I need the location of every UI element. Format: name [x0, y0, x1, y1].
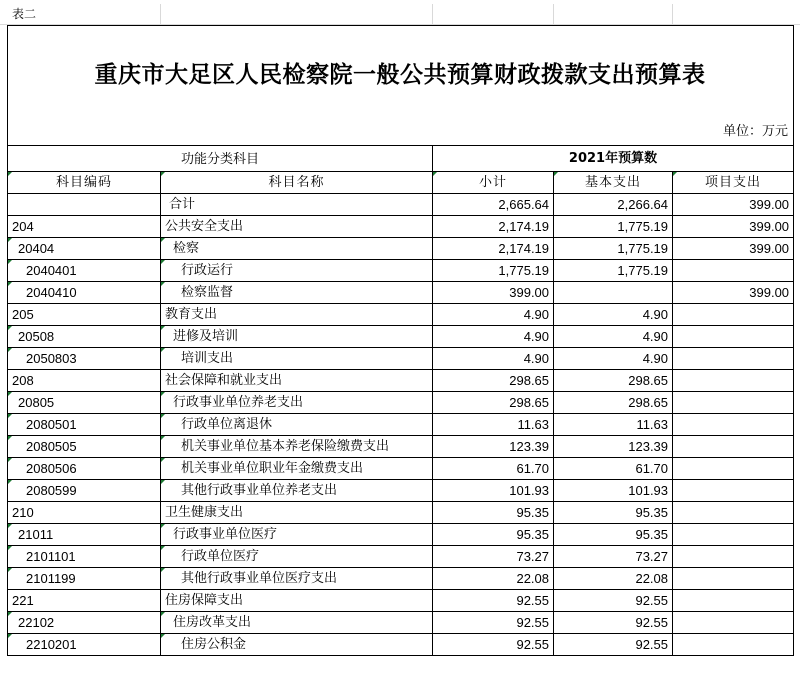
row-subtotal: 123.39	[433, 436, 554, 458]
row-project	[673, 458, 794, 480]
table-row	[8, 216, 794, 238]
row-name: 其他行政事业单位养老支出	[161, 480, 433, 502]
table-row	[8, 568, 794, 590]
sheet-gridline	[160, 4, 161, 26]
column-header-name: 科目名称	[161, 172, 433, 194]
row-project: 399.00	[673, 216, 794, 238]
row-name: 其他行政事业单位医疗支出	[161, 568, 433, 590]
row-project	[673, 392, 794, 414]
sheet-tab-label: 表二	[12, 7, 37, 21]
row-name: 行政事业单位养老支出	[161, 392, 433, 414]
table-row	[8, 414, 794, 436]
row-code: 208	[8, 370, 161, 392]
row-subtotal: 11.63	[433, 414, 554, 436]
row-subtotal: 61.70	[433, 458, 554, 480]
row-name: 检察	[161, 238, 433, 260]
row-code: 22102	[8, 612, 161, 634]
row-basic	[554, 282, 673, 304]
row-project	[673, 480, 794, 502]
row-code: 2080501	[8, 414, 161, 436]
row-project	[673, 634, 794, 656]
table-row	[8, 370, 794, 392]
row-project	[673, 260, 794, 282]
row-project	[673, 568, 794, 590]
row-project: 399.00	[673, 282, 794, 304]
row-project	[673, 348, 794, 370]
row-basic: 123.39	[554, 436, 673, 458]
row-basic: 73.27	[554, 546, 673, 568]
table-row	[8, 546, 794, 568]
row-basic: 1,775.19	[554, 238, 673, 260]
table-row	[8, 304, 794, 326]
row-basic: 92.55	[554, 590, 673, 612]
table-row	[8, 634, 794, 656]
table-row	[8, 502, 794, 524]
row-code: 210	[8, 502, 161, 524]
row-name: 行政单位离退休	[161, 414, 433, 436]
row-code: 20508	[8, 326, 161, 348]
row-project	[673, 612, 794, 634]
row-code: 2101101	[8, 546, 161, 568]
table-row	[8, 612, 794, 634]
row-name: 教育支出	[161, 304, 433, 326]
row-project: 399.00	[673, 238, 794, 260]
row-subtotal: 73.27	[433, 546, 554, 568]
sheet-gridline	[553, 4, 554, 26]
header-row-group	[8, 146, 794, 172]
row-name: 住房公积金	[161, 634, 433, 656]
row-basic: 95.35	[554, 502, 673, 524]
table-row	[8, 458, 794, 480]
row-name: 培训支出	[161, 348, 433, 370]
row-basic: 4.90	[554, 348, 673, 370]
row-name: 机关事业单位职业年金缴费支出	[161, 458, 433, 480]
row-subtotal: 2,174.19	[433, 238, 554, 260]
row-code: 204	[8, 216, 161, 238]
row-code: 21011	[8, 524, 161, 546]
row-basic: 4.90	[554, 326, 673, 348]
row-code: 20805	[8, 392, 161, 414]
row-subtotal: 2,665.64	[433, 194, 554, 216]
row-name: 行政运行	[161, 260, 433, 282]
row-basic: 1,775.19	[554, 216, 673, 238]
row-subtotal: 95.35	[433, 524, 554, 546]
page-title: 重庆市大足区人民检察院一般公共预算财政拨款支出预算表	[94, 62, 706, 88]
row-project	[673, 502, 794, 524]
table-row	[8, 238, 794, 260]
row-project	[673, 304, 794, 326]
row-basic: 1,775.19	[554, 260, 673, 282]
row-basic: 298.65	[554, 392, 673, 414]
row-subtotal: 4.90	[433, 348, 554, 370]
row-basic: 92.55	[554, 612, 673, 634]
row-basic: 95.35	[554, 524, 673, 546]
row-subtotal: 2,174.19	[433, 216, 554, 238]
row-code: 2080505	[8, 436, 161, 458]
table-row	[8, 260, 794, 282]
row-name: 住房改革支出	[161, 612, 433, 634]
row-basic: 4.90	[554, 304, 673, 326]
row-subtotal: 298.65	[433, 370, 554, 392]
row-basic: 2,266.64	[554, 194, 673, 216]
row-subtotal: 92.55	[433, 590, 554, 612]
table-row	[8, 590, 794, 612]
row-name: 合计	[161, 194, 433, 216]
row-project	[673, 436, 794, 458]
row-basic: 298.65	[554, 370, 673, 392]
row-name: 住房保障支出	[161, 590, 433, 612]
sheet-gridline	[432, 4, 433, 26]
column-header-code: 科目编码	[8, 172, 161, 194]
table-row	[8, 348, 794, 370]
row-name: 机关事业单位基本养老保险缴费支出	[161, 436, 433, 458]
row-basic: 22.08	[554, 568, 673, 590]
row-project	[673, 546, 794, 568]
row-basic: 11.63	[554, 414, 673, 436]
row-code: 2080506	[8, 458, 161, 480]
column-header-project: 项目支出	[673, 172, 794, 194]
row-code: 2101199	[8, 568, 161, 590]
column-header-basic: 基本支出	[554, 172, 673, 194]
row-name: 检察监督	[161, 282, 433, 304]
header-row-columns	[8, 172, 794, 194]
row-project	[673, 414, 794, 436]
row-name: 卫生健康支出	[161, 502, 433, 524]
row-subtotal: 92.55	[433, 612, 554, 634]
row-code	[8, 194, 161, 216]
budget-group-header: 2021年预算数	[433, 146, 794, 172]
row-project	[673, 326, 794, 348]
row-subtotal: 399.00	[433, 282, 554, 304]
row-code: 2050803	[8, 348, 161, 370]
table-body	[8, 194, 794, 656]
table-row	[8, 194, 794, 216]
row-name: 行政单位医疗	[161, 546, 433, 568]
row-code: 2080599	[8, 480, 161, 502]
row-basic: 92.55	[554, 634, 673, 656]
row-subtotal: 95.35	[433, 502, 554, 524]
row-subtotal: 1,775.19	[433, 260, 554, 282]
row-code: 20404	[8, 238, 161, 260]
row-code: 205	[8, 304, 161, 326]
table-row	[8, 282, 794, 304]
row-basic: 101.93	[554, 480, 673, 502]
row-project	[673, 590, 794, 612]
row-subtotal: 298.65	[433, 392, 554, 414]
row-subtotal: 4.90	[433, 304, 554, 326]
row-project	[673, 370, 794, 392]
row-subtotal: 22.08	[433, 568, 554, 590]
unit-label: 单位：万元	[722, 124, 788, 139]
row-code: 221	[8, 590, 161, 612]
row-subtotal: 92.55	[433, 634, 554, 656]
table-row	[8, 392, 794, 414]
sheet-gridline	[672, 4, 673, 26]
row-project: 399.00	[673, 194, 794, 216]
table-row	[8, 436, 794, 458]
row-name: 公共安全支出	[161, 216, 433, 238]
budget-table	[7, 145, 794, 656]
row-code: 2210201	[8, 634, 161, 656]
row-code: 2040401	[8, 260, 161, 282]
row-name: 行政事业单位医疗	[161, 524, 433, 546]
table-row	[8, 524, 794, 546]
row-code: 2040410	[8, 282, 161, 304]
row-name: 进修及培训	[161, 326, 433, 348]
row-basic: 61.70	[554, 458, 673, 480]
row-subtotal: 101.93	[433, 480, 554, 502]
function-group-header: 功能分类科目	[8, 146, 433, 172]
table-row	[8, 480, 794, 502]
table-row	[8, 326, 794, 348]
row-subtotal: 4.90	[433, 326, 554, 348]
row-name: 社会保障和就业支出	[161, 370, 433, 392]
row-project	[673, 524, 794, 546]
column-header-subtotal: 小计	[433, 172, 554, 194]
